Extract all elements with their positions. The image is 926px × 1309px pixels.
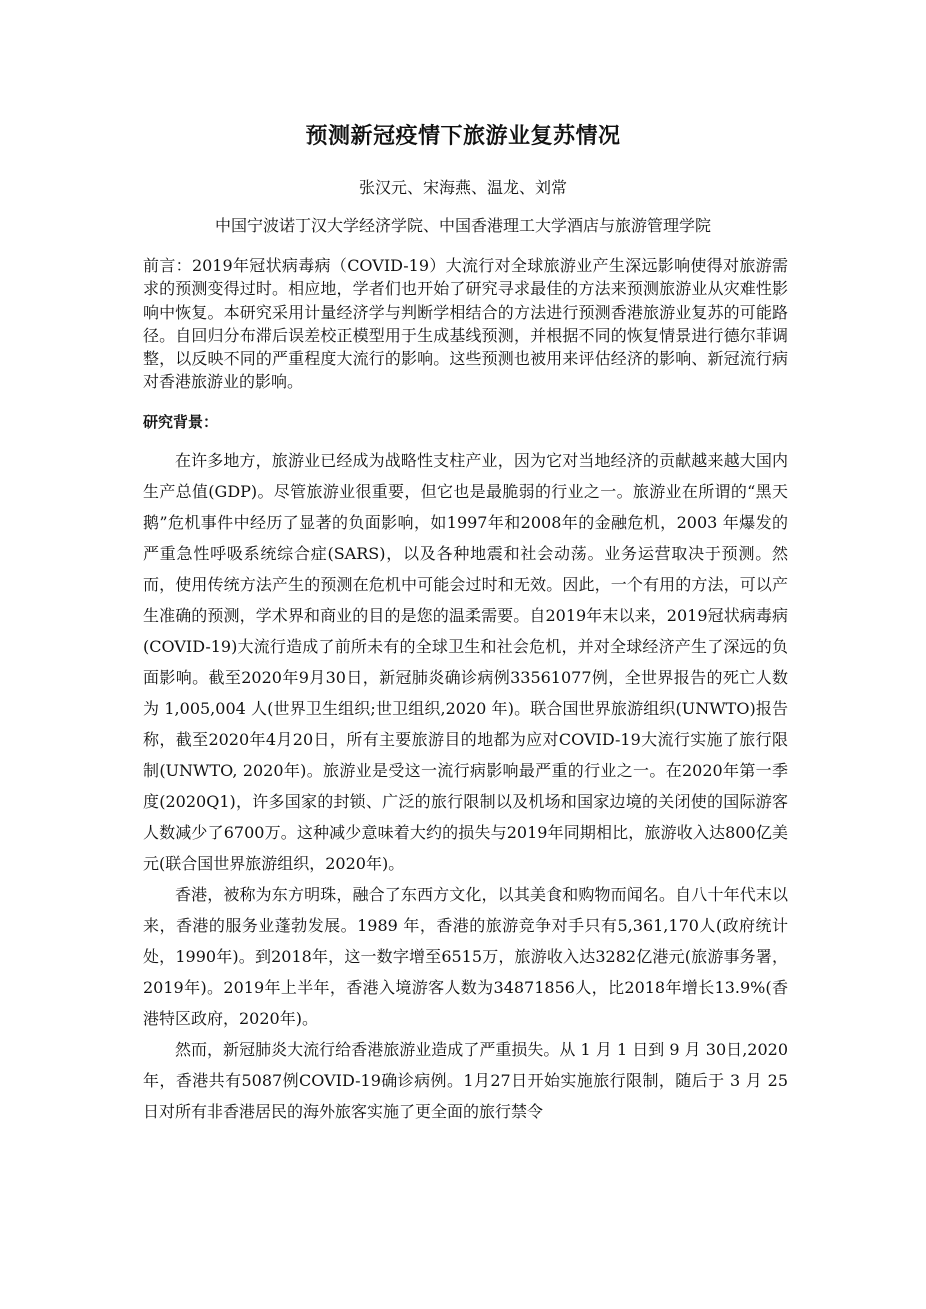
paper-title: 预测新冠疫情下旅游业复苏情况: [305, 124, 621, 149]
body-text: [143, 445, 788, 1127]
abstract-paragraph: 前言：2019年冠状病毒病（COVID-19）大流行对全球旅游业产生深远影响使得对旅游需求的预测变得过时。相应地，学者们也开始了研究寻求最佳的方法来预测旅游业从灾难性影响中恢复。本研究采用计量经济学与判断学相结合的方法进行预测香港旅游业复苏的可能路径。自回归分布滞后误差校正模型用于生成基线预测，并根据不同的恢复情景进行德尔菲调整，以反映不同的严重程度大流行的影响。这些预测也被用来评估经济的影响、新冠流行病对香港旅游业的影响。: [143, 256, 788, 392]
author-list: 张汉元、宋海燕、温龙、刘常: [358, 178, 567, 197]
body-paragraph: 香港，被称为东方明珠，融合了东西方文化，以其美食和购物而闻名。自八十年代末以来，香港的服务业蓬勃发展。1989 年，香港的旅游竞争对手只有5,361,170人(政府统计处，1990年)。到2018年，这一数字增至6515万，旅游收入达3282亿港元(旅游事务署，2019年)。2019年上半年，香港入境游客人数为34871856人，比2018年增长13.9%(香港特区政府，2020年)。: [143, 885, 788, 1028]
body-paragraph: 然而，新冠肺炎大流行给香港旅游业造成了严重损失。从 1 月 1 日到 9 月 30日,2020年，香港共有5087例COVID-19确诊病例。1月27日开始实施旅行限制，随后于 3 月 25 日对所有非香港居民的海外旅客实施了更全面的旅行禁令: [143, 1040, 788, 1121]
section-heading-background: 研究背景：: [143, 413, 219, 431]
affiliation: 中国宁波诺丁汉大学经济学院、中国香港理工大学酒店与旅游管理学院: [214, 216, 711, 235]
body-paragraph: 在许多地方，旅游业已经成为战略性支柱产业，因为它对当地经济的贡献越来越大国内生产总值(GDP)。尽管旅游业很重要，但它也是最脆弱的行业之一。旅游业在所谓的“黑天鹅”危机事件中经历了显著的负面影响，如1997年和2008年的金融危机，2003 年爆发的严重急性呼吸系统综合症(SARS)，以及各种地震和社会动荡。业务运营取决于预测。然而，使用传统方法产生的预测在危机中可能会过时和无效。因此，一个有用的方法，可以产生准确的预测，学术界和商业的目的是您的温柔需要。自2019年末以来，2019冠状病毒病(COVID-19)大流行造成了前所未有的全球卫生和社会危机，并对全球经济产生了深远的负面影响。截至2020年9月30日，新冠肺炎确诊病例33561077例，全世界报告的死亡人数为 1,005,004 人(世界卫生组织;世卫组织,2020 年)。联合国世界旅游组织(UNWTO)报告称，截至2020年4月20日，所有主要旅游目的地都为应对COVID-19大流行实施了旅行限制(UNWTO, 2020年)。旅游业是受这一流行病影响最严重的行业之一。在2020年第一季度(2020Q1)，许多国家的封锁、广泛的旅行限制以及机场和国家边境的关闭使的国际游客人数减少了6700万。这种减少意味着大约的损失与2019年同期相比，旅游收入达800亿美元(联合国世界旅游组织，2020年)。: [143, 451, 788, 873]
